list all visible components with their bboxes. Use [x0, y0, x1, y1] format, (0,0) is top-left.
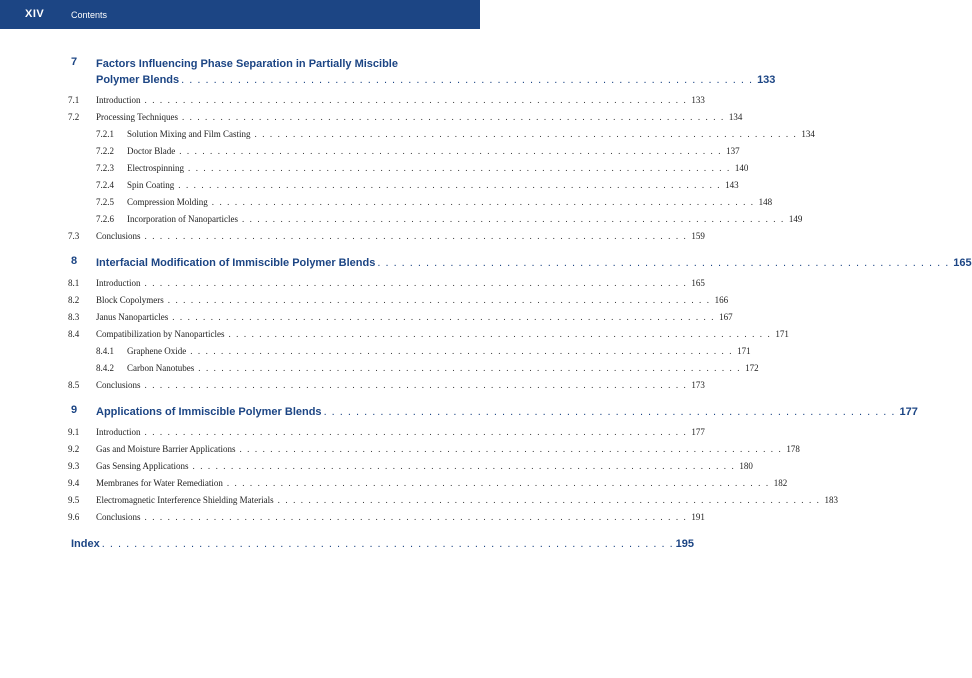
header-page-number: XIV — [25, 8, 45, 20]
table-of-contents — [68, 56, 972, 552]
entry-number: 8.2 — [68, 295, 80, 305]
entry-page: 172 — [745, 363, 759, 373]
entry-page: 148 — [758, 197, 773, 207]
entry-number: 7.2.3 — [96, 163, 114, 173]
chapter-title-cont: Polymer Blends — [96, 74, 180, 86]
leader-dots: . . . . . . . . . . . . . . . . . . . . . . . . . . . . . . . . . . . . . . . . . . . . . . . . . . . . . . . . . . . . . . . . . . . . . . . — [377, 257, 950, 269]
entry-title: Introduction — [96, 278, 141, 288]
toc-subsection-entry[interactable] — [71, 211, 803, 228]
index-page: 195 — [675, 538, 695, 550]
entry-title: Graphene Oxide — [127, 346, 187, 356]
entry-title: Electromagnetic Interference Shielding Materials — [96, 495, 274, 505]
leader-dots: . . . . . . . . . . . . . . . . . . . . . . . . . . . . . . . . . . . . . . . . . . . . . . . . . . . . . . . . . . . . . . . . . . . . . . . — [181, 112, 725, 122]
toc-section-entry[interactable] — [68, 475, 788, 492]
entry-page: 166 — [714, 295, 729, 305]
entry-title: Spin Coating — [127, 180, 175, 190]
toc-section-entry[interactable] — [68, 292, 729, 309]
toc-section-entry[interactable] — [68, 424, 705, 441]
leader-dots: . . . . . . . . . . . . . . . . . . . . . . . . . . . . . . . . . . . . . . . . . . . . . . . . . . . . . . . . . . . . . . . . . . . . . . . — [323, 406, 896, 418]
entry-number: 9.6 — [68, 512, 80, 522]
leader-dots: . . . . . . . . . . . . . . . . . . . . . . . . . . . . . . . . . . . . . . . . . . . . . . . . . . . . . . . . . . . . . . . . . . . . . . . — [228, 329, 772, 339]
entry-number: 8.4 — [68, 329, 80, 339]
entry-page: 171 — [775, 329, 789, 339]
entry-number: 7.2.1 — [96, 129, 114, 139]
leader-dots: . . . . . . . . . . . . . . . . . . . . . . . . . . . . . . . . . . . . . . . . . . . . . . . . . . . . . . . . . . . . . . . . . . . . . . . — [144, 512, 688, 522]
toc-section-entry[interactable] — [68, 441, 800, 458]
entry-page: 182 — [773, 478, 788, 488]
leader-dots: . . . . . . . . . . . . . . . . . . . . . . . . . . . . . . . . . . . . . . . . . . . . . . . . . . . . . . . . . . . . . . . . . . . . . . . — [178, 180, 722, 190]
leader-dots: . . . . . . . . . . . . . . . . . . . . . . . . . . . . . . . . . . . . . . . . . . . . . . . . . . . . . . . . . . . . . . . . . . . . . . . — [179, 146, 723, 156]
entry-title: Compression Molding — [127, 197, 208, 207]
header-bar — [0, 0, 480, 29]
leader-dots: . . . . . . . . . . . . . . . . . . . . . . . . . . . . . . . . . . . . . . . . . . . . . . . . . . . . . . . . . . . . . . . . . . . . . . . — [226, 478, 770, 488]
chapter-title: Applications of Immiscible Polymer Blends — [96, 406, 322, 418]
entry-title: Janus Nanoparticles — [96, 312, 169, 322]
leader-dots: . . . . . . . . . . . . . . . . . . . . . . . . . . . . . . . . . . . . . . . . . . . . . . . . . . . . . . . . . . . . . . . . . . . . . . . — [188, 163, 731, 173]
toc-section-entry[interactable] — [68, 228, 705, 245]
entry-number: 7.3 — [68, 231, 80, 241]
index-entry[interactable] — [71, 536, 695, 552]
entry-number: 9.3 — [68, 461, 80, 471]
entry-number: 7.2.6 — [96, 214, 114, 224]
entry-title: Gas and Moisture Barrier Applications — [96, 444, 236, 454]
entry-title: Doctor Blade — [127, 146, 176, 156]
leader-dots: . . . . . . . . . . . . . . . . . . . . . . . . . . . . . . . . . . . . . . . . . . . . . . . . . . . . . . . . . . . . . . . . . . . . . . . — [144, 427, 688, 437]
leader-dots: . . . . . . . . . . . . . . . . . . . . . . . . . . . . . . . . . . . . . . . . . . . . . . . . . . . . . . . . . . . . . . . . . . . . . . . — [192, 461, 736, 471]
leader-dots: . . . . . . . . . . . . . . . . . . . . . . . . . . . . . . . . . . . . . . . . . . . . . . . . . . . . . . . . . . . . . . . . . . . . . . . — [144, 231, 688, 241]
header-section-label: Contents — [71, 10, 108, 20]
chapter-title: Factors Influencing Phase Separation in Partially Miscible — [96, 58, 398, 70]
entry-number: 7.2 — [68, 112, 80, 122]
toc-section-entry[interactable] — [68, 309, 733, 326]
entry-title: Electrospinning — [127, 163, 184, 173]
entry-number: 9.2 — [68, 444, 80, 454]
entry-page: 137 — [726, 146, 740, 156]
leader-dots: . . . . . . . . . . . . . . . . . . . . . . . . . . . . . . . . . . . . . . . . . . . . . . . . . . . . . . . . . . . . . . . . . . . . . . . — [181, 74, 754, 86]
entry-number: 8.5 — [68, 380, 80, 390]
toc-section-entry[interactable] — [68, 326, 789, 343]
entry-number: 7.1 — [68, 95, 80, 105]
chapter-page: 133 — [757, 74, 776, 86]
leader-dots: . . . . . . . . . . . . . . . . . . . . . . . . . . . . . . . . . . . . . . . . . . . . . . . . . . . . . . . . . . . . . . . . . . . . . . . — [101, 538, 674, 550]
entry-page: 134 — [801, 129, 815, 139]
entry-number: 8.1 — [68, 278, 80, 288]
toc-subsection-entry[interactable] — [71, 194, 773, 211]
leader-dots: . . . . . . . . . . . . . . . . . . . . . . . . . . . . . . . . . . . . . . . . . . . . . . . . . . . . . . . . . . . . . . . . . . . . . . . — [241, 214, 785, 224]
entry-title: Processing Techniques — [96, 112, 178, 122]
chapter-number: 7 — [71, 56, 78, 68]
chapter-number: 8 — [71, 255, 78, 267]
leader-dots: . . . . . . . . . . . . . . . . . . . . . . . . . . . . . . . . . . . . . . . . . . . . . . . . . . . . . . . . . . . . . . . . . . . . . . . — [144, 380, 688, 390]
entry-title: Conclusions — [96, 512, 141, 522]
entry-page: 171 — [737, 346, 751, 356]
leader-dots: . . . . . . . . . . . . . . . . . . . . . . . . . . . . . . . . . . . . . . . . . . . . . . . . . . . . . . . . . . . . . . . . . . . . . . . — [211, 197, 755, 207]
leader-dots: . . . . . . . . . . . . . . . . . . . . . . . . . . . . . . . . . . . . . . . . . . . . . . . . . . . . . . . . . . . . . . . . . . . . . . . — [172, 312, 716, 322]
toc-section-entry[interactable] — [68, 92, 705, 109]
entry-number: 7.2.5 — [96, 197, 114, 207]
entry-page: 165 — [691, 278, 705, 288]
chapter-title: Interfacial Modification of Immiscible Polymer Blends — [96, 257, 376, 269]
toc-section-entry[interactable] — [68, 275, 705, 292]
leader-dots: . . . . . . . . . . . . . . . . . . . . . . . . . . . . . . . . . . . . . . . . . . . . . . . . . . . . . . . . . . . . . . . . . . . . . . . — [198, 363, 742, 373]
leader-dots: . . . . . . . . . . . . . . . . . . . . . . . . . . . . . . . . . . . . . . . . . . . . . . . . . . . . . . . . . . . . . . . . . . . . . . . — [190, 346, 734, 356]
leader-dots: . . . . . . . . . . . . . . . . . . . . . . . . . . . . . . . . . . . . . . . . . . . . . . . . . . . . . . . . . . . . . . . . . . . . . . . — [277, 495, 821, 505]
toc-section-entry[interactable] — [68, 109, 743, 126]
entry-title: Introduction — [96, 95, 141, 105]
entry-page: 180 — [739, 461, 753, 471]
leader-dots: . . . . . . . . . . . . . . . . . . . . . . . . . . . . . . . . . . . . . . . . . . . . . . . . . . . . . . . . . . . . . . . . . . . . . . . — [144, 278, 688, 288]
entry-page: 143 — [725, 180, 739, 190]
entry-page: 133 — [691, 95, 705, 105]
entry-number: 9.4 — [68, 478, 80, 488]
entry-number: 9.1 — [68, 427, 80, 437]
entry-number: 8.3 — [68, 312, 80, 322]
entry-title: Solution Mixing and Film Casting — [127, 129, 251, 139]
entry-title: Compatibilization by Nanoparticles — [96, 329, 225, 339]
chapter-heading[interactable] — [71, 255, 972, 271]
entry-number: 7.2.2 — [96, 146, 114, 156]
leader-dots: . . . . . . . . . . . . . . . . . . . . . . . . . . . . . . . . . . . . . . . . . . . . . . . . . . . . . . . . . . . . . . . . . . . . . . . — [167, 295, 711, 305]
toc-subsection-entry[interactable] — [71, 126, 815, 143]
chapter-heading[interactable] — [71, 404, 918, 420]
toc-subsection-entry[interactable] — [71, 143, 740, 160]
entry-title: Gas Sensing Applications — [96, 461, 189, 471]
chapter-number: 9 — [71, 404, 78, 416]
entry-title: Conclusions — [96, 231, 141, 241]
toc-section-entry[interactable] — [68, 458, 753, 475]
entry-title: Incorporation of Nanoparticles — [127, 214, 238, 224]
entry-page: 134 — [728, 112, 743, 122]
chapter-page: 165 — [953, 257, 972, 269]
entry-page: 177 — [691, 427, 705, 437]
entry-title: Introduction — [96, 427, 141, 437]
entry-number: 8.4.1 — [96, 346, 114, 356]
entry-number: 8.4.2 — [96, 363, 114, 373]
entry-title: Carbon Nanotubes — [127, 363, 195, 373]
leader-dots: . . . . . . . . . . . . . . . . . . . . . . . . . . . . . . . . . . . . . . . . . . . . . . . . . . . . . . . . . . . . . . . . . . . . . . . — [144, 95, 688, 105]
entry-page: 183 — [824, 495, 839, 505]
chapter-page: 177 — [899, 406, 918, 418]
leader-dots: . . . . . . . . . . . . . . . . . . . . . . . . . . . . . . . . . . . . . . . . . . . . . . . . . . . . . . . . . . . . . . . . . . . . . . . — [254, 129, 798, 139]
leader-dots: . . . . . . . . . . . . . . . . . . . . . . . . . . . . . . . . . . . . . . . . . . . . . . . . . . . . . . . . . . . . . . . . . . . . . . . — [239, 444, 783, 454]
entry-title: Conclusions — [96, 380, 141, 390]
toc-section-entry[interactable] — [68, 509, 705, 526]
entry-page: 167 — [719, 312, 733, 322]
chapter-heading[interactable] — [71, 56, 776, 88]
entry-page: 140 — [734, 163, 749, 173]
toc-subsection-entry[interactable] — [71, 177, 739, 194]
entry-page: 178 — [786, 444, 800, 454]
toc-subsection-entry[interactable] — [71, 343, 751, 360]
entry-page: 149 — [788, 214, 803, 224]
toc-subsection-entry[interactable] — [71, 160, 749, 177]
index-title: Index — [71, 538, 100, 550]
toc-section-entry[interactable] — [68, 377, 705, 394]
entry-page: 173 — [691, 380, 705, 390]
entry-page: 191 — [691, 512, 705, 522]
entry-page: 159 — [691, 231, 705, 241]
entry-title: Block Copolymers — [96, 295, 164, 305]
entry-title: Membranes for Water Remediation — [96, 478, 223, 488]
entry-number: 9.5 — [68, 495, 80, 505]
entry-number: 7.2.4 — [96, 180, 114, 190]
toc-section-entry[interactable] — [68, 492, 839, 509]
toc-subsection-entry[interactable] — [71, 360, 759, 377]
